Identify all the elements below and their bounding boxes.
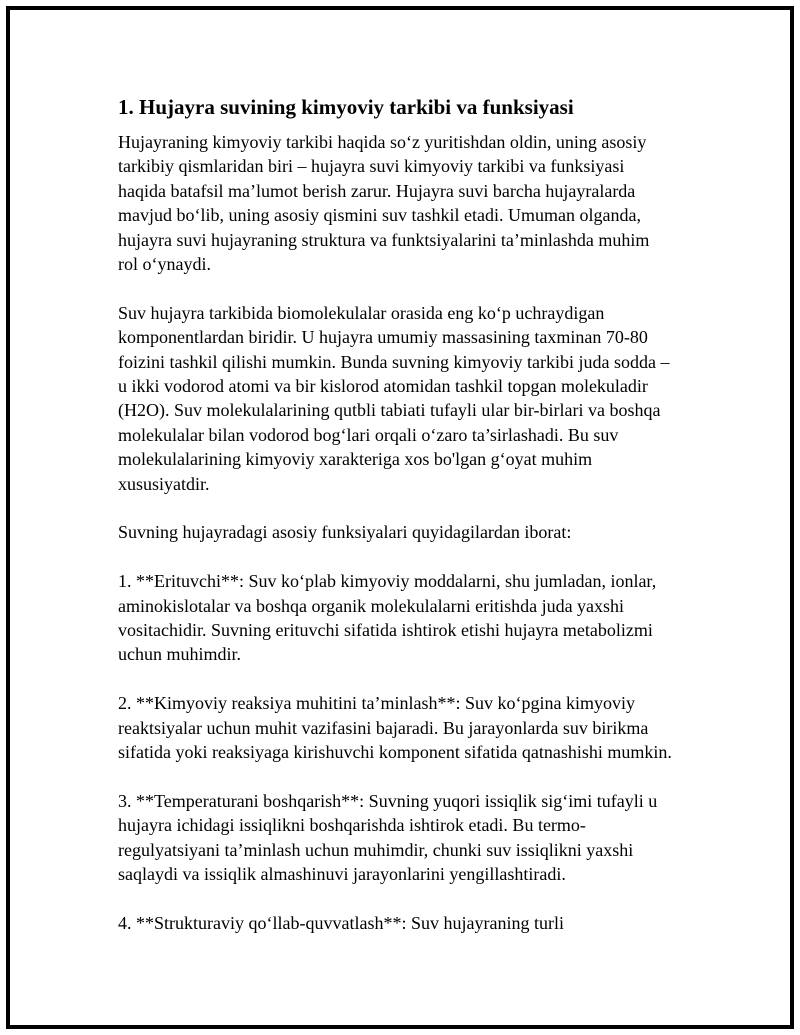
paragraph: [112, 301, 712, 496]
text-line: mavjud bo‘lib, uning asosiy qismini suv tashkil etadi. Umuman olganda,: [118, 205, 641, 226]
text-line: komponentlardan biridir. U hujayra umumiy massasining taxminan 70-80: [118, 327, 648, 348]
text-line: vositachidir. Suvning erituvchi sifatida ishtirok etishi hujayra metabolizmi: [118, 620, 653, 641]
text-line: Hujayraning kimyoviy tarkibi haqida so‘z yuritishdan oldin, uning asosiy: [118, 132, 647, 152]
text-line: hujayra ichidagi issiqlikni boshqarishda ishtirok etadi. Bu termo-: [118, 815, 586, 836]
text-line: rol o‘ynaydi.: [118, 254, 211, 275]
text-line: sifatida yoki reaksiyaga kirishuvchi komponent sifatida qatnashishi mumkin.: [118, 742, 672, 763]
text-line: foizini tashkil qilishi mumkin. Bunda suvning kimyoviy tarkibi juda sodda –: [118, 351, 670, 372]
paragraph: [112, 520, 712, 544]
section-title: 1. Hujayra suvining kimyoviy tarkibi va funksiyasi: [118, 95, 574, 119]
text-line: 1. **Erituvchi**: Suv ko‘plab kimyoviy moddalarni, shu jumladan, ionlar,: [118, 571, 657, 592]
document-body: [112, 94, 712, 960]
text-line: Suvning hujayradagi asosiy funksiyalari quyidagilardan iborat:: [118, 522, 572, 543]
text-line: haqida batafsil ma’lumot berish zarur. Hujayra suvi barcha hujayralarda: [118, 180, 636, 201]
paragraph: [112, 911, 712, 935]
paragraph: [112, 691, 712, 764]
text-line: molekulalar bilan vodorod bog‘lari orqali o‘zaro ta’sirlashadi. Bu suv: [118, 424, 619, 445]
text-line: molekulalarining kimyoviy xarakteriga xos bo'lgan g‘oyat muhim: [118, 449, 593, 470]
text-line: tarkibiy qismlaridan biri – hujayra suvi kimyoviy tarkibi va funksiyasi: [118, 156, 625, 177]
text-line: hujayra suvi hujayraning struktura va funktsiyalarini ta’minlashda muhim: [118, 229, 650, 250]
text-line: uchun muhimdir.: [118, 644, 241, 665]
text-line: u ikki vodorod atomi va bir kislorod atomidan tashkil topgan molekuladir: [118, 376, 648, 397]
text-line: 4. **Strukturaviy qo‘llab-quvvatlash**: Suv hujayraning turli: [118, 912, 564, 933]
text-line: saqlaydi va issiqlik almashinuvi jarayonlarini yengillashtiradi.: [118, 864, 566, 885]
text-line: (H2O). Suv molekulalarining qutbli tabiati tufayli ular bir-birlari va boshqa: [118, 400, 661, 421]
paragraph: [112, 130, 712, 276]
text-line: 3. **Temperaturani boshqarish**: Suvning yuqori issiqlik sig‘imi tufayli u: [118, 790, 658, 811]
text-line: xususiyatdir.: [118, 473, 210, 494]
text-line: aminokislotalar va boshqa organik molekulalarni eritishda juda yaxshi: [118, 595, 625, 616]
text-line: regulyatsiyani ta’minlash uchun muhimdir, chunki suv issiqlikni yaxshi: [118, 839, 634, 860]
paragraph: [112, 789, 712, 887]
paragraph-list: [112, 130, 712, 935]
text-line: 2. **Kimyoviy reaksiya muhitini ta’minlash**: Suv ko‘pgina kimyoviy: [118, 693, 635, 714]
text-line: Suv hujayra tarkibida biomolekulalar orasida eng ko‘p uchraydigan: [118, 302, 605, 323]
paragraph: [112, 569, 712, 667]
text-line: reaktsiyalar uchun muhit vazifasini bajaradi. Bu jarayonlarda suv birikma: [118, 717, 649, 738]
